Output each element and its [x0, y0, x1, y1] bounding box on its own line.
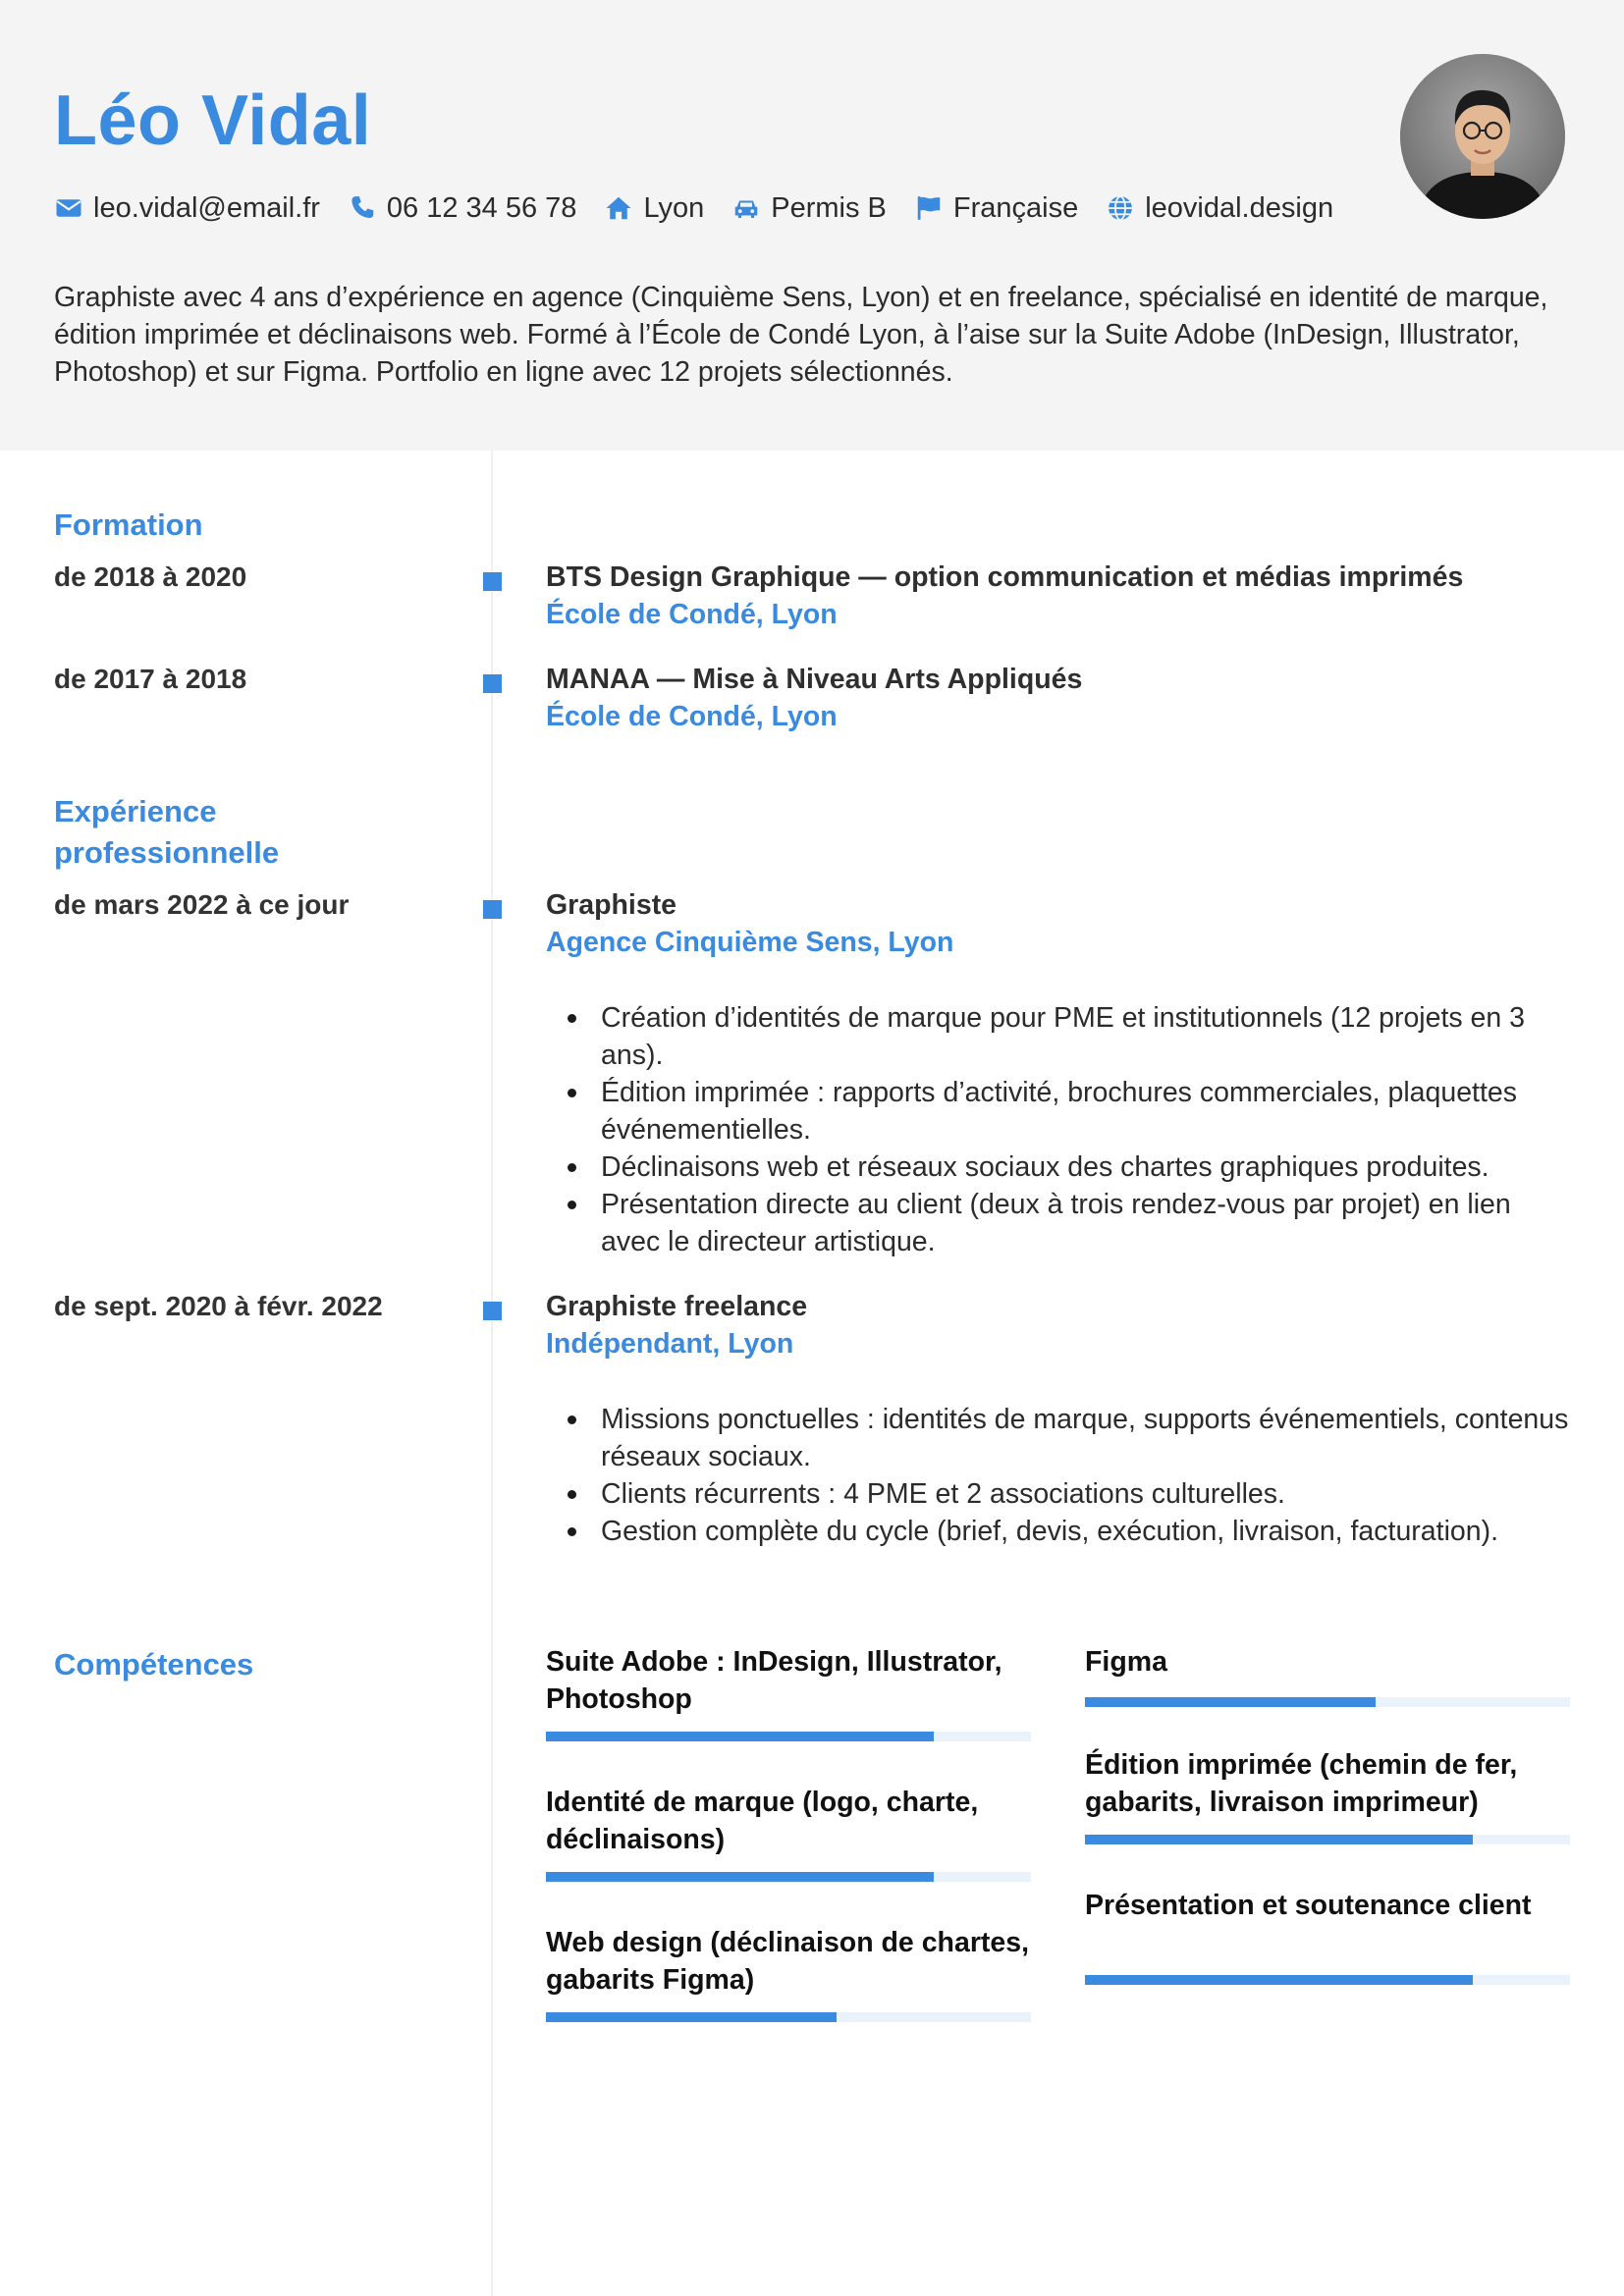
skill-label: Présentation et soutenance client [1085, 1890, 1532, 1921]
timeline-marker [483, 674, 502, 693]
skill-level-fill [546, 1732, 934, 1741]
skill-client-presentation [1085, 1887, 1570, 1924]
list-item: Gestion complète du cycle (brief, devis, exécution, livraison, facturation). [546, 1513, 1577, 1550]
contact-line [54, 188, 1361, 228]
contact-nationality [914, 192, 1078, 225]
formation-title-1: BTS Design Graphique — option communication et médias imprimés [546, 561, 1464, 593]
header-section [0, 0, 1624, 451]
column-divider [491, 451, 493, 2296]
skill-level-bar [546, 2012, 1031, 2022]
timeline-marker [483, 572, 502, 591]
skill-level-fill [1085, 1975, 1473, 1985]
experience-title-2: Graphiste freelance [546, 1291, 808, 1322]
skill-level-bar [546, 1872, 1031, 1882]
timeline-marker [483, 900, 502, 919]
skill-brand-identity [546, 1784, 1031, 1858]
profile-photo [1400, 54, 1565, 219]
section-title-skills: Compétences [54, 1647, 254, 1682]
list-item: Création d’identités de marque pour PME et institutionnels (12 projets en 3 ans). [546, 999, 1577, 1074]
skill-label: Figma [1085, 1646, 1167, 1678]
list-item: Présentation directe au client (deux à trois rendez-vous par projet) en lien avec le directeur artistique. [546, 1186, 1577, 1260]
candidate-name: Léo Vidal [54, 81, 372, 160]
experience-company-1: Agence Cinquième Sens, Lyon [546, 927, 954, 958]
skill-web-design [546, 1924, 1031, 1999]
contact-license-text: Permis B [771, 191, 887, 224]
experience-tasks-2 [546, 1401, 1577, 1550]
skill-label: Suite Adobe : InDesign, Illustrator, Photoshop [546, 1646, 1002, 1715]
list-item: Clients récurrents : 4 PME et 2 associations culturelles. [546, 1475, 1577, 1513]
skill-label: Web design (déclinaison de chartes, gabarits Figma) [546, 1927, 1030, 1996]
skill-level-fill [1085, 1835, 1473, 1844]
contact-city [604, 192, 704, 225]
skill-level-fill [546, 2012, 837, 2022]
timeline-marker [483, 1302, 502, 1320]
skill-level-bar [1085, 1975, 1570, 1985]
contact-phone[interactable] [348, 192, 577, 225]
section-title-formation: Formation [54, 507, 203, 542]
formation-date-1: de 2018 à 2020 [54, 561, 247, 592]
contact-website-text: leovidal.design [1145, 191, 1334, 224]
experience-company-2: Indépendant, Lyon [546, 1328, 794, 1360]
list-item: Édition imprimée : rapports d’activité, brochures commerciales, plaquettes événementielles. [546, 1074, 1577, 1148]
skill-level-bar [1085, 1835, 1570, 1844]
formation-title-2: MANAA — Mise à Niveau Arts Appliqués [546, 664, 1083, 695]
home-icon [604, 193, 633, 223]
experience-date-2: de sept. 2020 à févr. 2022 [54, 1291, 383, 1321]
formation-date-2: de 2017 à 2018 [54, 664, 247, 694]
skill-figma [1085, 1643, 1570, 1681]
flag-icon [914, 193, 944, 223]
formation-school-1: École de Condé, Lyon [546, 599, 838, 630]
experience-title-1: Graphiste [546, 889, 677, 921]
skill-label: Identité de marque (logo, charte, déclinaisons) [546, 1787, 979, 1855]
skill-level-fill [1085, 1697, 1376, 1707]
section-title-experience-line2: professionnelle [54, 835, 280, 870]
skill-level-bar [1085, 1697, 1570, 1707]
skill-label: Édition imprimée (chemin de fer, gabarits, livraison imprimeur) [1085, 1749, 1518, 1818]
skill-level-fill [546, 1872, 934, 1882]
envelope-icon [54, 193, 83, 223]
section-title-experience-line1: Expérience [54, 794, 217, 828]
car-icon [731, 193, 761, 223]
profile-summary: Graphiste avec 4 ans d’expérience en agence (Cinquième Sens, Lyon) et en freelance, spécialisé en identité de marque, édition imprimée et déclinaisons web. Formé à l’École de Condé Lyon, à l’aise sur la Suite Adobe (InDesign, Illustrator, Photoshop) et sur Figma. Portfolio en ligne avec 12 projets sélectionnés. [54, 282, 1548, 388]
experience-tasks-1 [546, 999, 1577, 1260]
experience-date-1: de mars 2022 à ce jour [54, 889, 350, 920]
phone-icon [348, 193, 377, 223]
contact-phone-text: 06 12 34 56 78 [386, 191, 577, 224]
skill-print-edition [1085, 1746, 1570, 1821]
skill-adobe [546, 1643, 1031, 1718]
section-title-experience [54, 791, 279, 874]
contact-email-text: leo.vidal@email.fr [93, 191, 320, 224]
contact-email[interactable] [54, 192, 320, 225]
skill-level-bar [546, 1732, 1031, 1741]
formation-school-2: École de Condé, Lyon [546, 701, 838, 732]
portrait-illustration [1400, 54, 1565, 219]
globe-icon [1106, 193, 1135, 223]
contact-website[interactable] [1106, 192, 1333, 225]
contact-nationality-text: Française [952, 191, 1079, 224]
list-item: Déclinaisons web et réseaux sociaux des chartes graphiques produites. [546, 1148, 1577, 1186]
list-item: Missions ponctuelles : identités de marque, supports événementiels, contenus réseaux sociaux. [546, 1401, 1577, 1475]
contact-city-text: Lyon [643, 191, 705, 224]
contact-license [731, 192, 887, 225]
